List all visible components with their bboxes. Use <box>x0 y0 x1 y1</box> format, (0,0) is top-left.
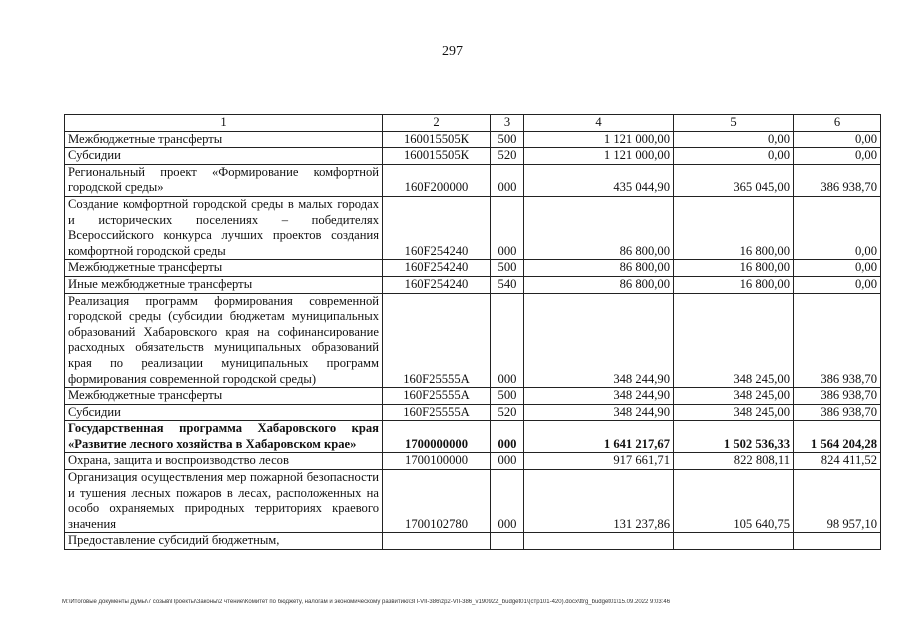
row-value-4 <box>524 533 674 550</box>
row-type: 000 <box>491 293 524 388</box>
row-name: Предоставление субсидий бюджетным, <box>65 533 383 550</box>
row-value-5: 348 245,00 <box>674 388 794 405</box>
row-value-4: 86 800,00 <box>524 276 674 293</box>
row-type: 520 <box>491 148 524 165</box>
row-value-5 <box>674 533 794 550</box>
row-value-6: 0,00 <box>794 131 881 148</box>
row-code: 160F25555А <box>383 404 491 421</box>
row-type: 500 <box>491 131 524 148</box>
row-value-4: 348 244,90 <box>524 388 674 405</box>
column-header: 4 <box>524 115 674 132</box>
row-value-4: 435 044,90 <box>524 164 674 196</box>
footer-file-path: M:\Итоговые документы Думы\7 созыв\Проекты\Законы\2 чтение\Комитет по бюджету, налогам и экономическому развитию\ЗП-VII-386\zp2-VII-386_v190922_budget01\(стр101-420).docx\ttrg_budget01\15.09.2022 9:03:46 <box>62 599 671 605</box>
row-code: 160015505К <box>383 131 491 148</box>
row-type: 500 <box>491 260 524 277</box>
row-name: Межбюджетные трансферты <box>65 131 383 148</box>
row-value-6: 1 564 204,28 <box>794 421 881 453</box>
row-type: 000 <box>491 196 524 259</box>
row-value-6: 0,00 <box>794 276 881 293</box>
row-name: Создание комфортной городской среды в малых городах и исторических поселениях – победителях Всероссийского конкурса лучших проектов создания комфортной городской среды <box>65 196 383 259</box>
row-value-4: 1 121 000,00 <box>524 148 674 165</box>
table-row <box>65 470 881 533</box>
row-type: 520 <box>491 404 524 421</box>
row-code: 160015505К <box>383 148 491 165</box>
row-code: 160F25555А <box>383 293 491 388</box>
row-value-6: 0,00 <box>794 148 881 165</box>
row-value-6: 0,00 <box>794 196 881 259</box>
row-value-5: 348 245,00 <box>674 293 794 388</box>
row-value-6: 386 938,70 <box>794 164 881 196</box>
column-header: 1 <box>65 115 383 132</box>
table-row <box>65 148 881 165</box>
row-value-6: 824 411,52 <box>794 453 881 470</box>
row-value-6: 386 938,70 <box>794 404 881 421</box>
table-row <box>65 388 881 405</box>
row-value-6: 0,00 <box>794 260 881 277</box>
row-value-4: 1 641 217,67 <box>524 421 674 453</box>
row-value-5: 822 808,11 <box>674 453 794 470</box>
column-header: 5 <box>674 115 794 132</box>
row-value-6: 386 938,70 <box>794 388 881 405</box>
row-value-4: 86 800,00 <box>524 260 674 277</box>
row-value-6 <box>794 533 881 550</box>
row-code: 160F200000 <box>383 164 491 196</box>
row-value-4: 348 244,90 <box>524 293 674 388</box>
row-code: 160F254240 <box>383 196 491 259</box>
row-value-5: 365 045,00 <box>674 164 794 196</box>
row-type: 000 <box>491 421 524 453</box>
row-code: 160F25555А <box>383 388 491 405</box>
row-code: 1700100000 <box>383 453 491 470</box>
row-type: 000 <box>491 164 524 196</box>
row-name: Реализация программ формирования современной городской среды (субсидии бюджетам муниципальных образований Хабаровского края на софинансирование расходных обязательств муниципальных образований края по реализации муниципальных программ формирования современной городской среды) <box>65 293 383 388</box>
row-value-5: 16 800,00 <box>674 260 794 277</box>
row-name: Иные межбюджетные трансферты <box>65 276 383 293</box>
row-value-6: 98 957,10 <box>794 470 881 533</box>
row-name: Организация осуществления мер пожарной безопасности и тушения лесных пожаров в лесах, расположенных на особо охраняемых природных территориях краевого значения <box>65 470 383 533</box>
table-row-program <box>65 421 881 453</box>
budget-table <box>64 114 881 550</box>
row-name: Субсидии <box>65 404 383 421</box>
column-header: 2 <box>383 115 491 132</box>
row-name: Государственная программа Хабаровского края «Развитие лесного хозяйства в Хабаровском крае» <box>65 421 383 453</box>
row-value-5: 1 502 536,33 <box>674 421 794 453</box>
row-name: Охрана, защита и воспроизводство лесов <box>65 453 383 470</box>
row-code: 1700102780 <box>383 470 491 533</box>
row-code: 160F254240 <box>383 260 491 277</box>
row-code <box>383 533 491 550</box>
row-value-4: 917 661,71 <box>524 453 674 470</box>
row-value-5: 0,00 <box>674 148 794 165</box>
table-row <box>65 196 881 259</box>
row-value-5: 105 640,75 <box>674 470 794 533</box>
page-number: 297 <box>442 44 463 59</box>
row-type: 540 <box>491 276 524 293</box>
row-value-4: 1 121 000,00 <box>524 131 674 148</box>
row-code: 160F254240 <box>383 276 491 293</box>
row-type: 000 <box>491 470 524 533</box>
row-value-6: 386 938,70 <box>794 293 881 388</box>
row-name: Субсидии <box>65 148 383 165</box>
table-row <box>65 453 881 470</box>
column-header: 6 <box>794 115 881 132</box>
row-name: Региональный проект «Формирование комфортной городской среды» <box>65 164 383 196</box>
table-row <box>65 533 881 550</box>
table-header-row <box>65 115 881 132</box>
row-code: 1700000000 <box>383 421 491 453</box>
row-type: 000 <box>491 453 524 470</box>
row-value-4: 348 244,90 <box>524 404 674 421</box>
column-header: 3 <box>491 115 524 132</box>
table-row <box>65 293 881 388</box>
row-value-5: 16 800,00 <box>674 196 794 259</box>
table-row <box>65 276 881 293</box>
table-row <box>65 404 881 421</box>
row-value-4: 86 800,00 <box>524 196 674 259</box>
row-value-4: 131 237,86 <box>524 470 674 533</box>
row-name: Межбюджетные трансферты <box>65 260 383 277</box>
row-value-5: 16 800,00 <box>674 276 794 293</box>
table-row <box>65 131 881 148</box>
row-name: Межбюджетные трансферты <box>65 388 383 405</box>
table-row <box>65 164 881 196</box>
table-row <box>65 260 881 277</box>
row-value-5: 348 245,00 <box>674 404 794 421</box>
row-value-5: 0,00 <box>674 131 794 148</box>
row-type: 500 <box>491 388 524 405</box>
row-type <box>491 533 524 550</box>
